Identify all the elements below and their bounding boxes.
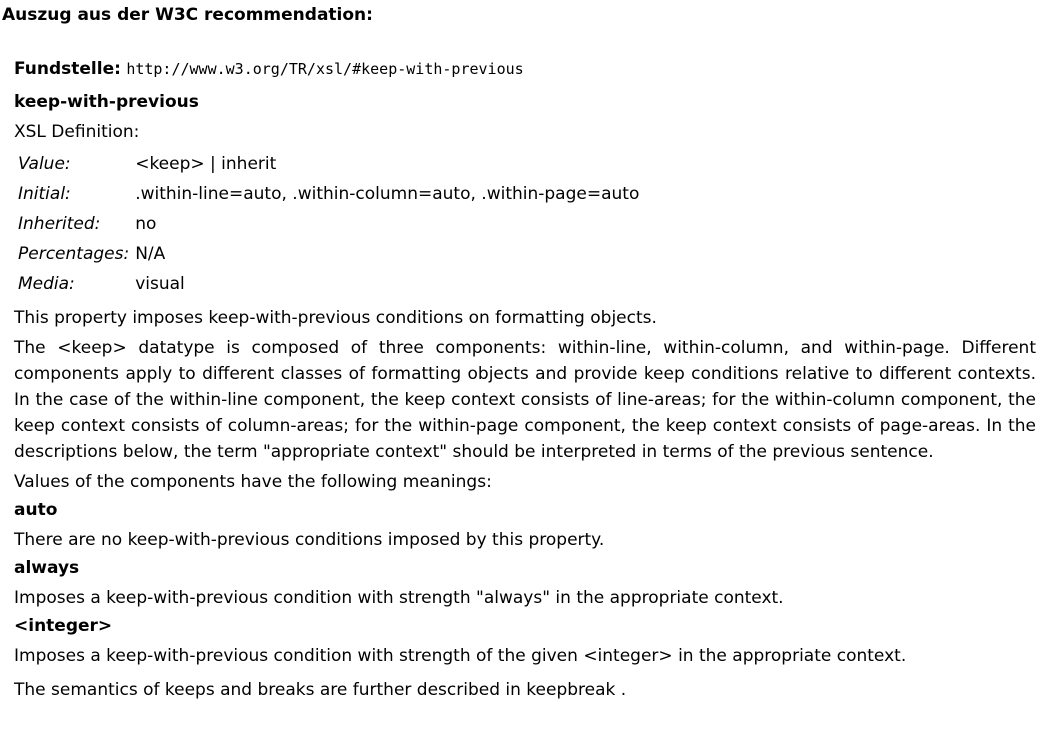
value-description-auto: There are no keep-with-previous conditions imposed by this property.	[14, 530, 605, 550]
source-label: Fundstelle:	[14, 59, 121, 79]
value-term-auto: auto	[14, 500, 58, 520]
property-key: Value:	[18, 154, 71, 174]
property-value: visual	[135, 274, 185, 294]
value-term-integer: <integer>	[14, 616, 113, 636]
page-heading: Auszug aus der W3C recommendation:	[2, 5, 373, 25]
table-row	[16, 239, 643, 269]
table-row	[16, 269, 643, 299]
property-key: Inherited:	[18, 214, 101, 234]
recommendation-excerpt	[14, 58, 1036, 703]
value-term-always: always	[14, 558, 80, 578]
property-key: Media:	[18, 274, 75, 294]
table-row	[16, 149, 643, 179]
table-row	[16, 179, 643, 209]
property-value: <keep> | inherit	[135, 154, 277, 174]
property-name: keep-with-previous	[14, 92, 199, 112]
intro-paragraph: This property imposes keep-with-previous conditions on formatting objects.	[14, 308, 657, 328]
property-key: Initial:	[18, 184, 71, 204]
table-row	[16, 209, 643, 239]
property-value: N/A	[135, 244, 166, 264]
source-url: http://www.w3.org/TR/xsl/#keep-with-previous	[126, 60, 524, 78]
value-description-always: Imposes a keep-with-previous condition with strength "always" in the appropriate context.	[14, 588, 784, 608]
property-key: Percentages:	[18, 244, 130, 264]
xsl-definition-label: XSL Definition:	[14, 122, 140, 142]
value-description-integer: Imposes a keep-with-previous condition with strength of the given <integer> in the appropriate context.	[14, 646, 907, 666]
values-intro-paragraph: Values of the components have the following meanings:	[14, 472, 492, 492]
property-value: .within-line=auto, .within-column=auto, .within-page=auto	[135, 184, 640, 204]
source-line	[14, 58, 1036, 80]
closing-paragraph: The semantics of keeps and breaks are further described in keepbreak .	[14, 680, 627, 700]
property-definition-table	[16, 149, 643, 299]
property-value: no	[135, 214, 157, 234]
datatype-paragraph: The <keep> datatype is composed of three components: within-line, within-column, and within-page. Different components apply to different classes of formatting objects and provide keep conditions relative to different contexts. In the case of the within-line component, the keep context consists of line-areas; for the within-column component, the keep context consists of column-areas; for the within-page component, the keep context consists of page-areas. In the descriptions below, the term "appropriate context" should be interpreted in terms of the previous sentence.	[14, 338, 1036, 462]
